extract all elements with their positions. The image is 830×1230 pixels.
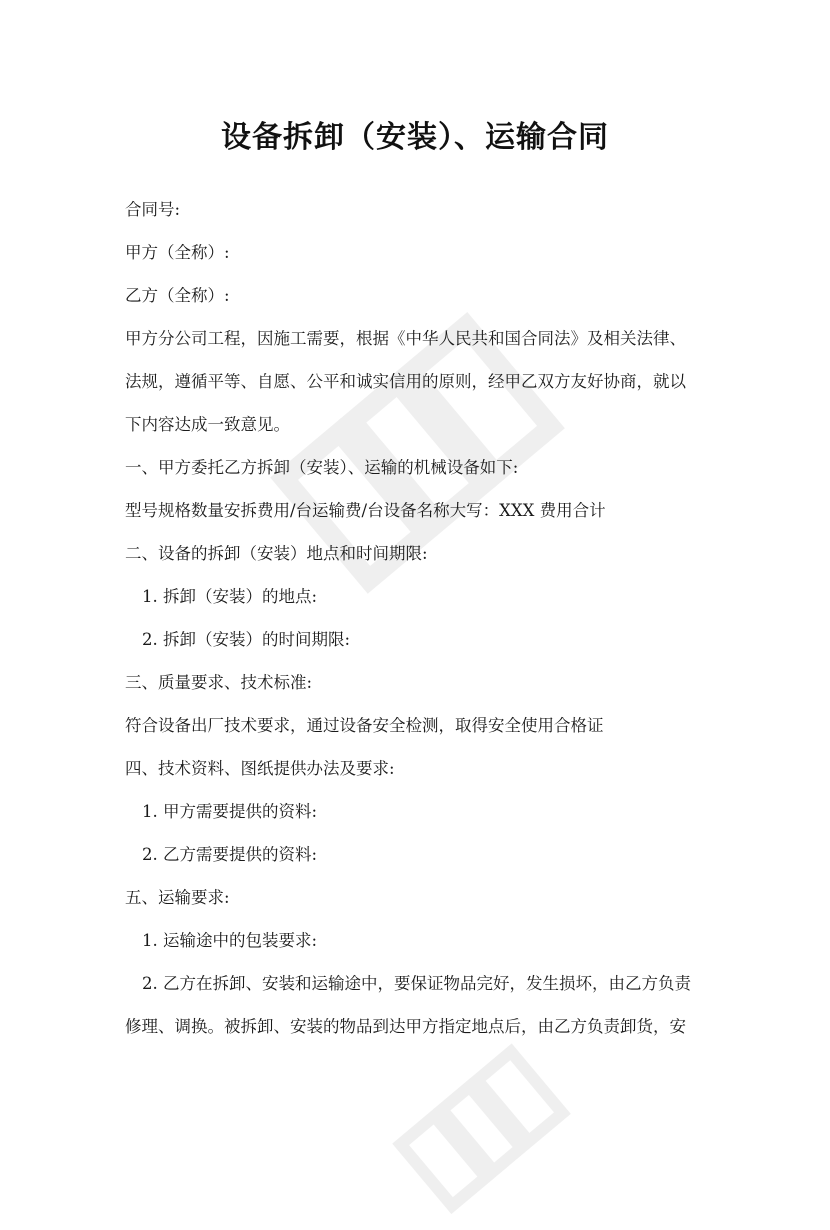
section-4-item-2: 2. 乙方需要提供的资料: xyxy=(142,845,318,864)
section-2-item-1: 1. 拆卸（安装）的地点: xyxy=(142,587,318,606)
party-a-label: 甲方（全称）: xyxy=(125,243,230,262)
section-2-heading: 二、设备的拆卸（安装）地点和时间期限: xyxy=(125,544,428,563)
watermark-logo-icon-2 xyxy=(380,1030,580,1230)
section-5-item-2-line-1: 2. 乙方在拆卸、安装和运输途中，要保证物品完好，发生损坏，由乙方负责 xyxy=(142,974,691,993)
section-4-item-1: 1. 甲方需要提供的资料: xyxy=(142,802,318,821)
section-5-item-2-line-2: 修理、调换。被拆卸、安装的物品到达甲方指定地点后，由乙方负责卸货，安 xyxy=(125,1017,686,1036)
section-5-heading: 五、运输要求: xyxy=(125,888,230,907)
contract-title: 设备拆卸（安装）、运输合同 xyxy=(221,120,609,155)
section-1-heading: 一、甲方委托乙方拆卸（安装）、运输的机械设备如下: xyxy=(125,458,519,477)
section-3-content: 符合设备出厂技术要求，通过设备安全检测，取得安全使用合格证 xyxy=(125,716,604,735)
section-4-heading: 四、技术资料、图纸提供办法及要求: xyxy=(125,759,395,778)
party-b-label: 乙方（全称）: xyxy=(125,286,230,305)
preamble-line-2: 法规，遵循平等、自愿、公平和诚实信用的原则，经甲乙双方友好协商，就以 xyxy=(125,372,686,391)
equipment-table-header: 型号规格数量安拆费用/台运输费/台设备名称大写：XXX 费用合计 xyxy=(125,501,606,520)
section-3-heading: 三、质量要求、技术标准: xyxy=(125,673,313,692)
section-5-item-1: 1. 运输途中的包装要求: xyxy=(142,931,318,950)
preamble-line-3: 下内容达成一致意见。 xyxy=(125,415,290,434)
preamble-line-1: 甲方分公司工程，因施工需要，根据《中华人民共和国合同法》及相关法律、 xyxy=(125,329,686,348)
contract-number-label: 合同号: xyxy=(125,200,181,219)
section-2-item-2: 2. 拆卸（安装）的时间期限: xyxy=(142,630,351,649)
